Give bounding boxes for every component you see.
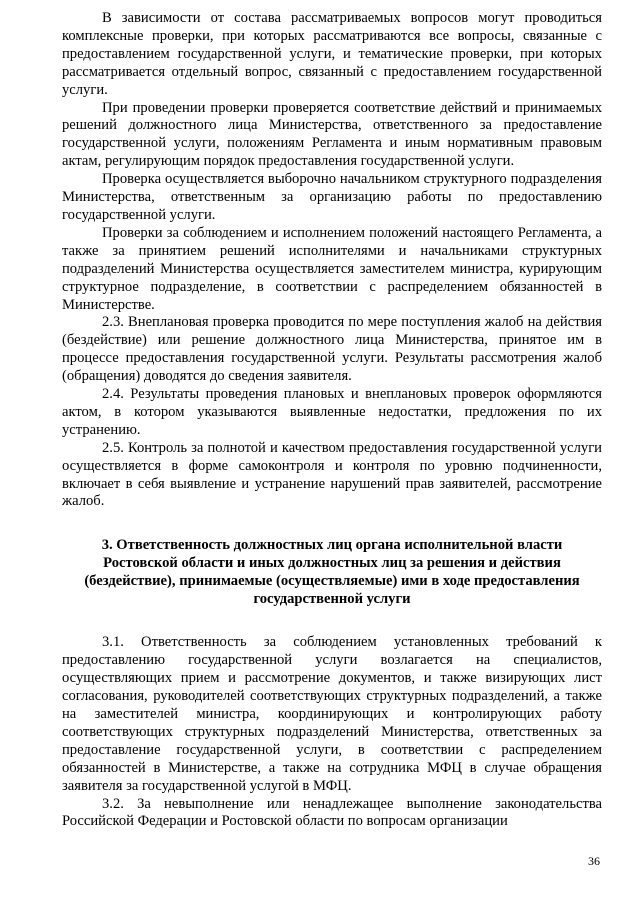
paragraph-3-1-responsibility: 3.1. Ответственность за соблюдением установленных требований к предоставлению государственной услуги возлагается на специалистов, осуществляющих прием и рассмотрение документов, и также визирующих лист согласования, руководителей соответствующих структурных подразделений, а также на заместителей министра, координирующих и контролирующих работу соответствующих структурных подразделений Министерства, ответственных за предоставление государственной услуги, в соответствии с распределением обязанностей в Министерстве, а также на сотрудника МФЦ в случае обращения заявителя за государственной услугой в МФЦ. (62, 634, 602, 794)
paragraph-3-2-violations: 3.2. За невыполнение или ненадлежащее выполнение законодательства Российской Федерации и Ростовской области по вопросам организации (62, 795, 602, 830)
paragraph-2-3-unscheduled-check: 2.3. Внеплановая проверка проводится по мере поступления жалоб на действия (бездействие) или решение должностного лица Министерства, принятое им в процессе предоставления государственной услуги. Результаты рассмотрения жалоб (обращения) доводятся до сведения заявителя. (62, 314, 602, 385)
paragraph-2-5-quality-control: 2.5. Контроль за полнотой и качеством предоставления государственной услуги осуществляется в форме самоконтроля и контроля по уровню подчиненности, включает в себя выявление и устранение нарушений прав заявителей, рассмотрение жалоб. (62, 439, 602, 510)
section-heading-line: (бездействие), принимаемые (осуществляемые) ими в ходе предоставления (84, 573, 580, 590)
paragraph-comprehensive-checks: В зависимости от состава рассматриваемых вопросов могут проводиться комплексные проверки, при которых рассматриваются все вопросы, связанные с предоставлением государственной услуги, и тематические проверки, при которых рассматривается отдельный вопрос, связанный с предоставлением государственной услуги. (62, 10, 602, 98)
section-heading-line: 3. Ответственность должностных лиц органа исполнительной власти (101, 537, 563, 554)
section-3-heading (62, 536, 602, 608)
section-heading-line: Ростовской области и иных должностных лиц за решения и действия (103, 555, 561, 572)
paragraph-2-4-check-results: 2.4. Результаты проведения плановых и внеплановых проверок оформляются актом, в котором указываются выявленные недостатки, предложения по их устранению. (62, 386, 602, 438)
section-heading-line: государственной услуги (253, 591, 411, 608)
paragraph-regulation-compliance: Проверки за соблюдением и исполнением положений настоящего Регламента, а также за принятием решений исполнителями и начальниками структурных подразделений Министерства осуществляется заместителем министра, курирующим структурное подразделение, в соответствии с распределением обязанностей в Министерстве. (62, 224, 602, 313)
paragraph-check-subject: При проведении проверки проверяется соответствие действий и принимаемых решений должностного лица Министерства, ответственного за предоставление государственной услуги, положениям Регламента и иным нормативным правовым актам, регулирующим порядок предоставления государственной услуги. (62, 99, 602, 170)
paragraph-selective-check: Проверка осуществляется выборочно начальником структурного подразделения Министерства, ответственным за организацию работы по предоставлению государственной услуги. (62, 171, 602, 223)
page-number: 36 (588, 854, 600, 868)
